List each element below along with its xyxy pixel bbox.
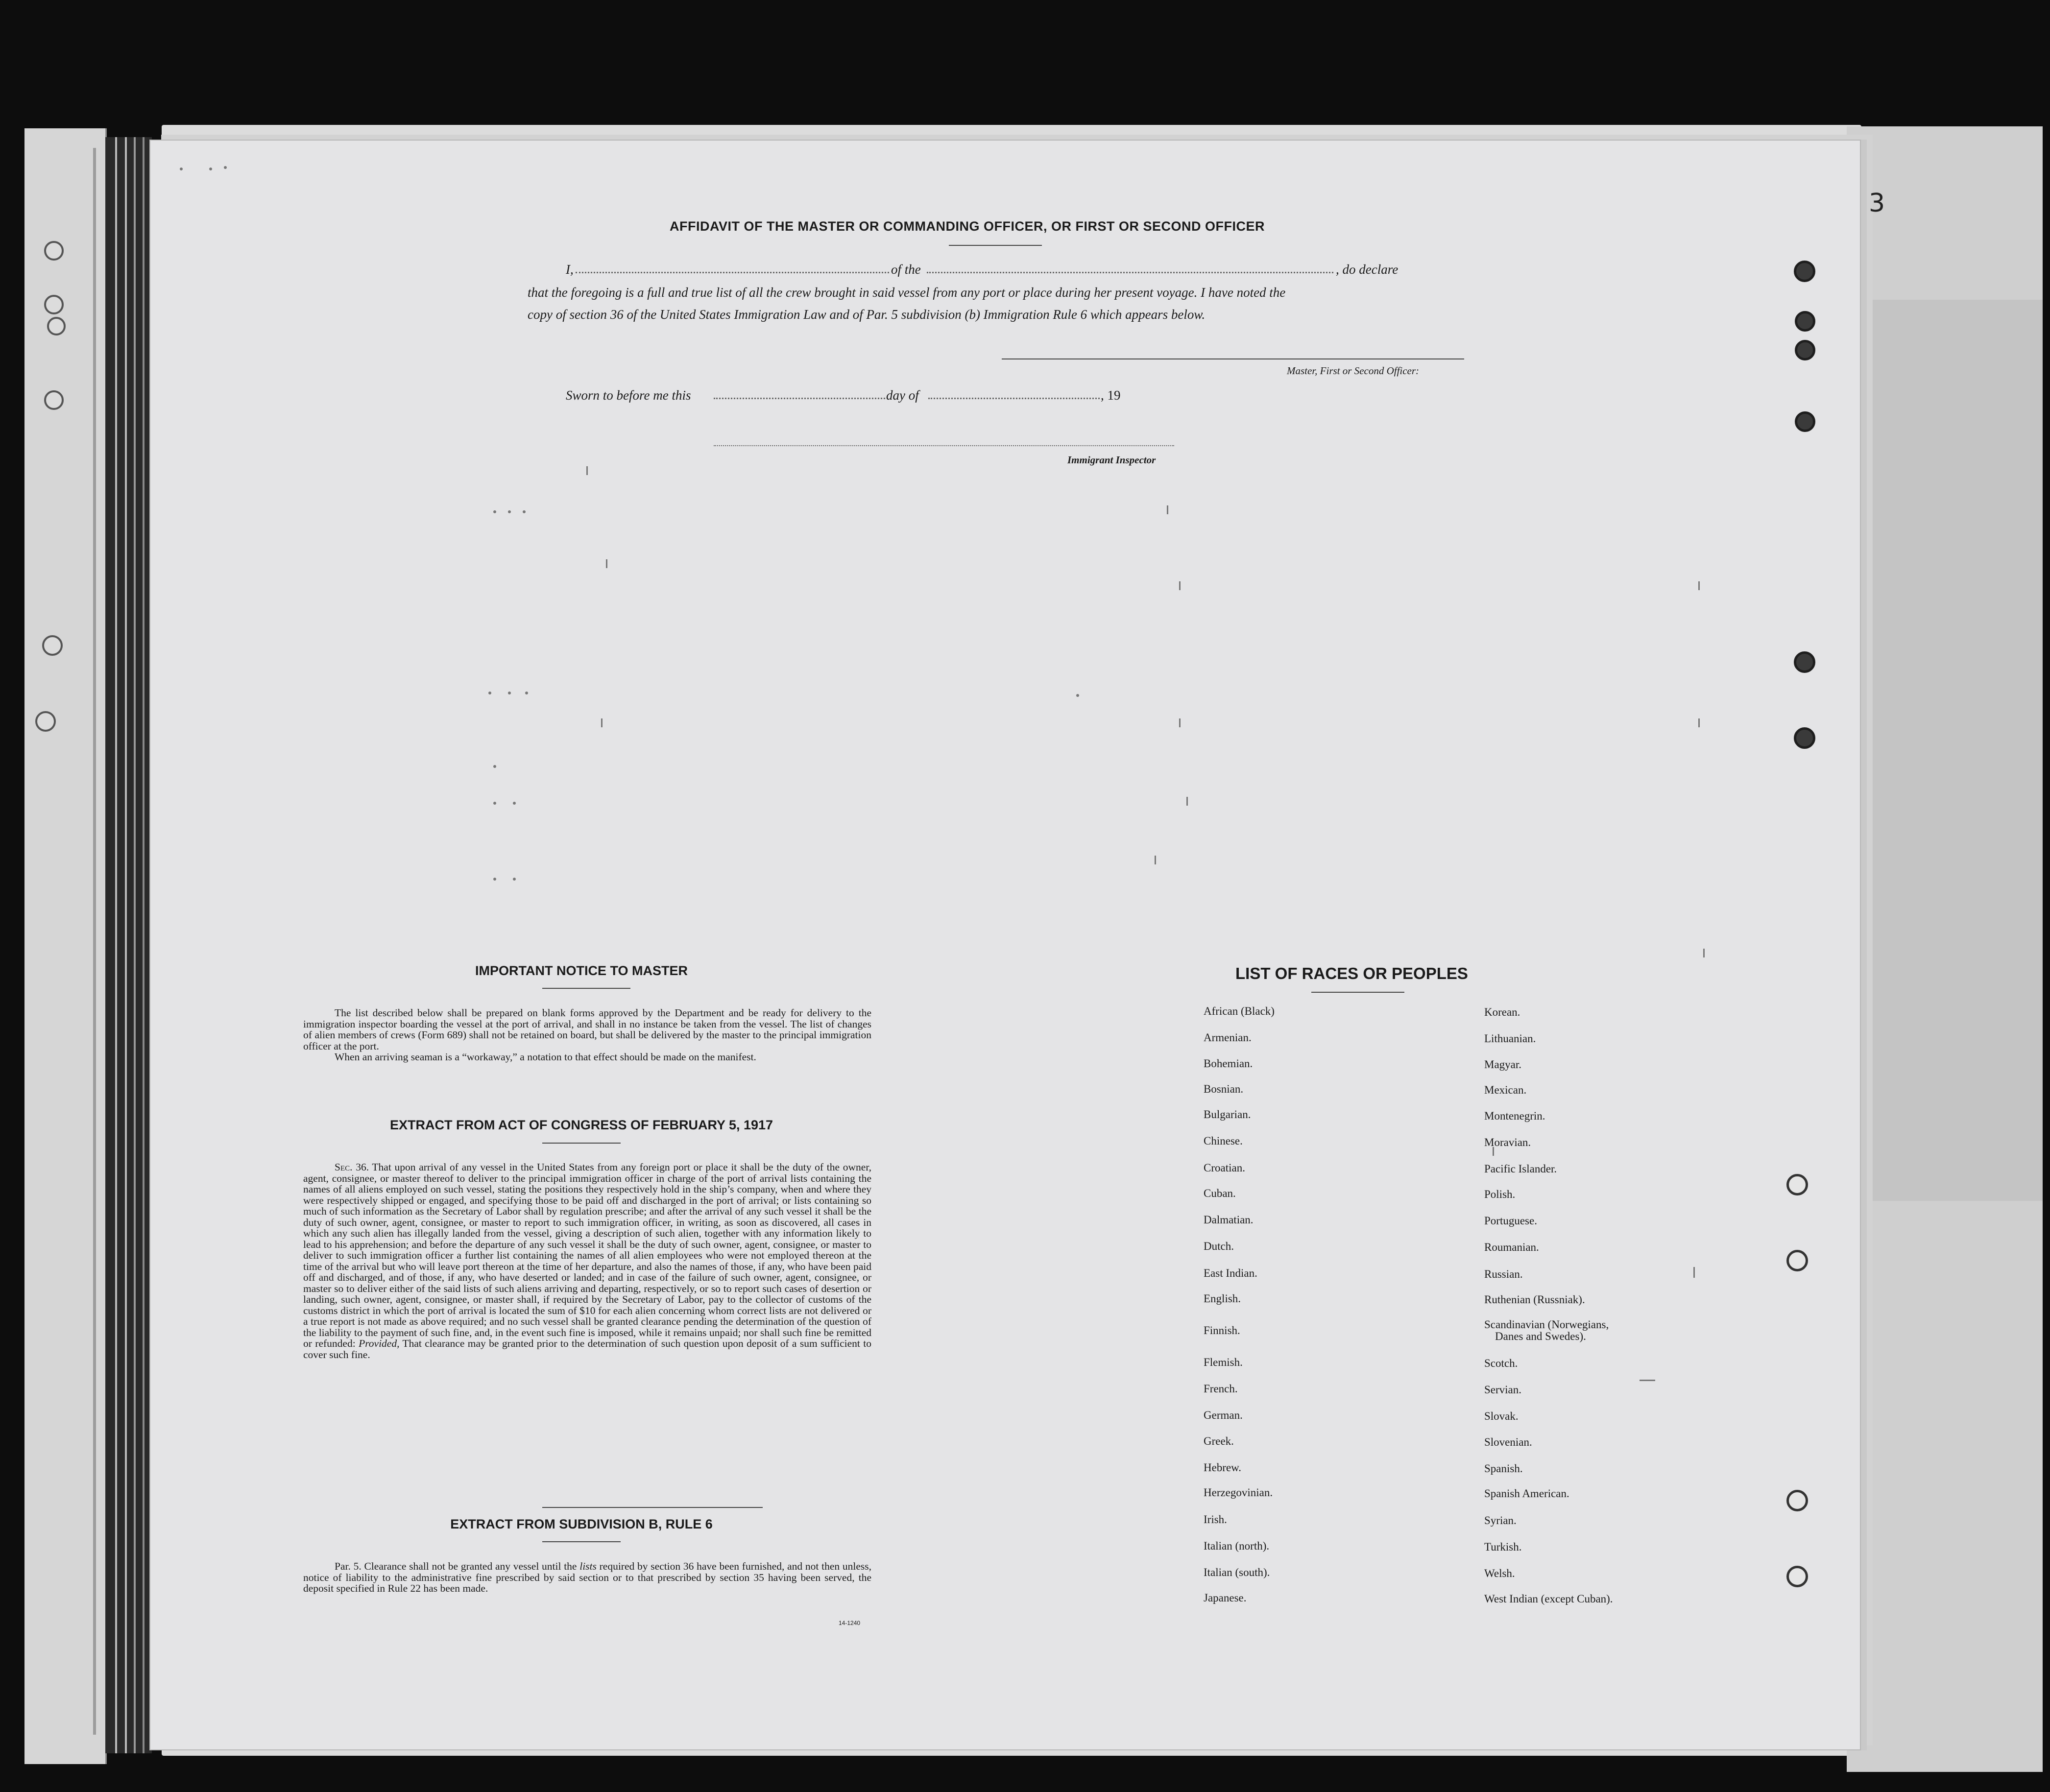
binding-spine: [105, 137, 152, 1753]
form-number: 14-1240: [839, 1620, 861, 1626]
punch-hole: [1795, 340, 1815, 360]
left-punch-hole: [44, 241, 64, 261]
race-scandinavian-line-1: Scandinavian (Norwegians,: [1484, 1318, 1609, 1331]
race-item: Spanish.: [1484, 1462, 1523, 1475]
notice-title: IMPORTANT NOTICE TO MASTER: [475, 963, 688, 978]
race-item: West Indian (except Cuban).: [1484, 1593, 1613, 1605]
notice-para-1: The list described below shall be prepared on blank forms approved by the Department and be ready for delivery to the immigration inspector boarding the vessel at the port of arrival, and shall in no instance be taken from the vessel. The list of changes of alien members of crews (Form 689) shall not be retained on board, but shall be delivered by the master to the principal immigration officer at the port.: [303, 1007, 871, 1052]
left-punch-hole: [44, 295, 64, 314]
sworn-month-field[interactable]: [928, 398, 1100, 399]
race-item: Spanish American.: [1484, 1487, 1569, 1500]
race-item: Welsh.: [1484, 1567, 1515, 1579]
affidavit-body-line-1: that the foregoing is a full and true list of all the crew brought in said vessel from any port or place during her present voyage. I have noted the: [528, 285, 1286, 300]
race-item: Herzegovinian.: [1204, 1486, 1273, 1499]
lists-word: lists: [579, 1560, 597, 1572]
section-label: Sec. 36.: [335, 1161, 369, 1173]
race-item-scandinavian: [1484, 1318, 1609, 1342]
race-item: Chinese.: [1204, 1135, 1243, 1147]
race-item: Pacific Islander.: [1484, 1163, 1557, 1175]
manifest-page: [149, 140, 1861, 1750]
punch-hole: [1794, 261, 1815, 282]
race-item: Portuguese.: [1484, 1215, 1537, 1227]
race-item: Polish.: [1484, 1188, 1516, 1200]
act-extract-text: That upon arrival of any vessel in the United States from any foreign port or place it shall be the duty of the owner, agent, consignee, or master thereof to deliver to the principal immigration officer in charge of the port of arrival lists containing the names of all aliens employed on such vessel, stating the positions they respectively hold in the ship’s company, when and where they were respectively shipped or engaged, and specifying those to be paid off and discharged in the port of arrival; or lists containing so much of such information as the Secretary of Labor shall by regulation prescribe; and after the arrival of any such vessel it shall be the duty of such owner, agent, consignee, or master to report to such immigration officer, in writing, as soon as discovered, all cases in which any such alien has illegally landed from the vessel, giving a description of such alien, together with any information likely to lead to his apprehension; and before the departure of any such vessel it shall be the duty of such owner, agent, consignee, or master to deliver to such immigration officer a further list containing the names of all alien employees who were not employed thereon at the time of the arrival but who will leave port thereon at the time of her departure, and also the names of those, if any, who have been paid off and discharged, and of those, if any, who have deserted or landed; and in case of the failure of such owner, agent, consignee, or master so to deliver either of the said lists of such aliens arriving and departing, respectively, or so to report such cases of desertion or landing, such owner, agent, consignee, or master shall, if required by the Secretary of Labor, pay to the collector of customs of the customs district in which the port of arrival is located the sum of $10 for each alien concerning whom correct lists are not delivered or a true report is not made as above required; and no such vessel shall be granted clearance pending the determination of the question of the liability to the payment of such fine, and, in the event such fine is imposed, while it remains unpaid; nor shall such fine be remitted or refunded:: [303, 1161, 871, 1349]
inspector-caption: Immigrant Inspector: [1067, 454, 1156, 466]
left-punch-hole: [44, 390, 64, 410]
race-item: Bohemian.: [1204, 1057, 1253, 1070]
race-item: Italian (south).: [1204, 1566, 1270, 1578]
race-item: Lithuanian.: [1484, 1032, 1536, 1045]
race-item: English.: [1204, 1292, 1241, 1305]
do-declare-label: , do declare: [1336, 262, 1399, 277]
race-item: Korean.: [1484, 1006, 1520, 1018]
races-right-column: [1484, 141, 1778, 1708]
race-item: Bulgarian.: [1204, 1108, 1251, 1121]
race-item: Greek.: [1204, 1435, 1234, 1447]
race-item: Italian (north).: [1204, 1540, 1270, 1552]
race-item: Finnish.: [1204, 1324, 1240, 1337]
race-item: Dalmatian.: [1204, 1214, 1254, 1226]
race-item: Slovak.: [1484, 1410, 1519, 1422]
punch-hole: [1786, 1250, 1808, 1271]
right-adjacent-sheet-shadow: [1847, 300, 2043, 1201]
punch-hole: [1786, 1174, 1808, 1195]
act-extract-body: [303, 1162, 871, 1360]
provided-label: Provided,: [359, 1338, 400, 1349]
master-signature-caption: Master, First or Second Officer:: [1287, 365, 1420, 377]
race-item: Hebrew.: [1204, 1461, 1242, 1474]
act-extract-title: EXTRACT FROM ACT OF CONGRESS OF FEBRUARY 5, 1917: [389, 1118, 773, 1132]
race-item: Armenian.: [1204, 1031, 1252, 1044]
race-item: Servian.: [1484, 1384, 1522, 1396]
day-of-label: day of: [886, 388, 919, 403]
year-label: , 19: [1101, 388, 1121, 403]
rule-extract-title: EXTRACT FROM SUBDIVISION B, RULE 6: [450, 1517, 713, 1531]
race-item: Slovenian.: [1484, 1436, 1532, 1448]
punch-hole: [1795, 411, 1815, 432]
races-title: LIST OF RACES OR PEOPLES: [1235, 964, 1468, 982]
race-scandinavian-line-2: Danes and Swedes).: [1495, 1330, 1586, 1342]
race-item: Scotch.: [1484, 1357, 1518, 1369]
of-the-label: of the: [891, 262, 921, 277]
page-number: 3: [1869, 189, 1885, 218]
notice-para-2: When an arriving seaman is a “workaway,” a notation to that effect should be made on the manifest.: [335, 1051, 756, 1063]
declarant-label: I,: [566, 262, 574, 277]
race-item: Irish.: [1204, 1513, 1227, 1526]
sworn-day-field[interactable]: [714, 398, 885, 399]
punch-hole: [1794, 727, 1815, 749]
race-item: Bosnian.: [1204, 1083, 1244, 1095]
rule-extract-text-end: required by section 36 have been furnished, and not then unless, notice of liability to the administrative fine prescribed by said section or to that prescribed by section 35 having been served, the deposit specified in Rule 22 has been made.: [303, 1560, 872, 1594]
race-item: Cuban.: [1204, 1187, 1236, 1199]
race-item: Russian.: [1484, 1268, 1523, 1280]
rule-extract-body: [303, 1561, 871, 1594]
left-punch-hole: [47, 317, 66, 335]
race-item: Montenegrin.: [1484, 1110, 1545, 1122]
affidavit-body-line-2: copy of section 36 of the United States Immigration Law and of Par. 5 subdivision (b) Immigration Rule 6 which appears below.: [528, 307, 1206, 322]
race-item: Japanese.: [1204, 1592, 1247, 1604]
race-item: Dutch.: [1204, 1240, 1234, 1252]
race-item: French.: [1204, 1383, 1238, 1395]
race-item: Magyar.: [1484, 1058, 1522, 1071]
left-sheet-strip: [24, 128, 107, 1764]
left-punch-hole: [35, 711, 56, 732]
race-item: Flemish.: [1204, 1356, 1243, 1368]
affidavit-title: AFFIDAVIT OF THE MASTER OR COMMANDING OFFICER, OR FIRST OR SECOND OFFICER: [670, 219, 1265, 234]
race-item: German.: [1204, 1409, 1243, 1421]
race-item: Mexican.: [1484, 1084, 1527, 1096]
punch-hole: [1795, 311, 1815, 332]
declarant-name-field[interactable]: [576, 272, 889, 273]
race-item: Croatian.: [1204, 1162, 1245, 1174]
notice-body: [303, 1007, 871, 1063]
race-item: Syrian.: [1484, 1514, 1517, 1527]
race-item: Moravian.: [1484, 1136, 1531, 1148]
punch-hole: [1786, 1566, 1808, 1587]
sworn-label: Sworn to before me this: [566, 388, 691, 403]
rule-extract-text: Par. 5. Clearance shall not be granted any vessel until the: [335, 1560, 577, 1572]
race-item: African (Black): [1204, 1005, 1275, 1017]
race-item: East Indian.: [1204, 1267, 1257, 1279]
inspector-signature-line[interactable]: [714, 445, 1174, 446]
act-extract-text-end: That clearance may be granted prior to the determination of such question upon deposit of a sum sufficient to cover such fine.: [303, 1338, 871, 1361]
race-item: Turkish.: [1484, 1541, 1522, 1553]
punch-hole: [1794, 651, 1815, 673]
race-item: Roumanian.: [1484, 1241, 1539, 1253]
punch-hole: [1786, 1490, 1808, 1511]
races-left-column: [1204, 141, 1497, 1708]
race-item: Ruthenian (Russniak).: [1484, 1293, 1585, 1306]
left-punch-hole: [42, 635, 63, 656]
